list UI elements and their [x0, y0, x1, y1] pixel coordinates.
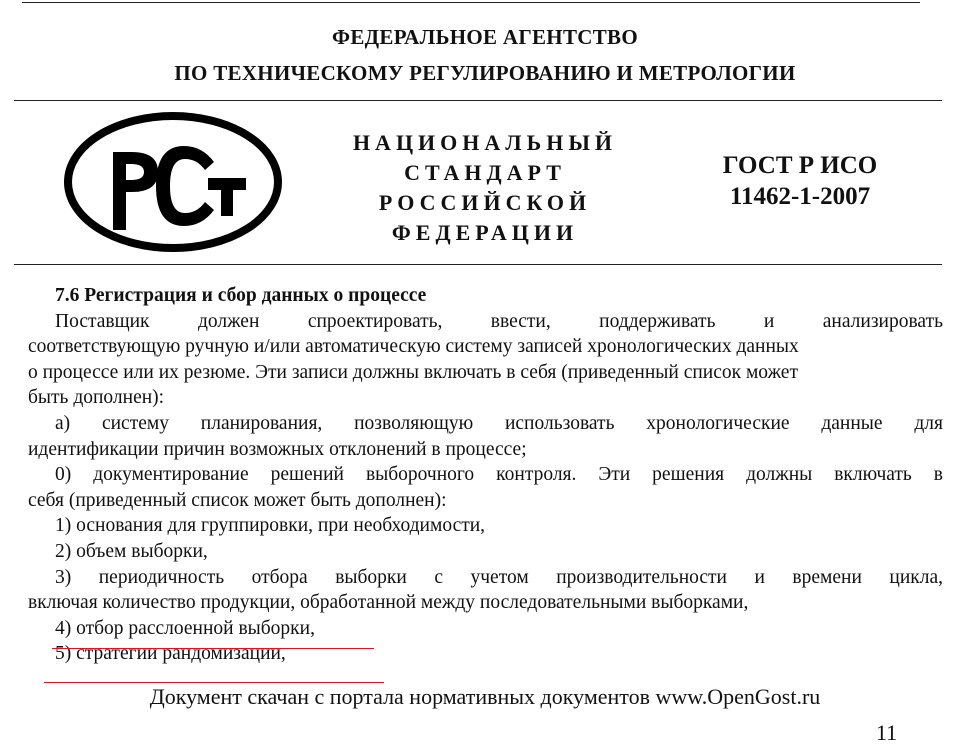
national-standard-line: НАЦИОНАЛЬНЫЙ [352, 130, 618, 155]
download-notice: Документ скачан с портала нормативных документов www.OpenGost.ru [149, 684, 821, 709]
list-item-line: 2) объем выборки, [55, 540, 208, 562]
national-standard-line: СТАНДАРТ [404, 160, 566, 185]
gost-designation [690, 150, 910, 212]
page-number: 11 [876, 720, 898, 745]
agency-line-1: ФЕДЕРАЛЬНОЕ АГЕНТСТВО [332, 25, 638, 49]
header-rule [14, 100, 942, 101]
paragraph-line: Поставщик должен спроектировать, ввести, поддерживать и анализировать [55, 310, 943, 332]
national-standard-line: РОССИЙСКОЙ [378, 190, 592, 215]
list-item-line: 0) документирование решений выборочного контроля. Эти решения должны включать в [55, 464, 943, 486]
list-item-line: 5) стратегии рандомизации, [55, 643, 286, 665]
national-standard-line: ФЕДЕРАЦИИ [391, 220, 579, 245]
list-item-line: идентификации причин возможных отклонений в процессе; [28, 438, 527, 460]
paragraph-line: быть дополнен): [28, 387, 165, 409]
paragraph-line: соответствующую ручную и/или автоматическую систему записей хронологических данных [28, 336, 799, 358]
list-item-line: 1) основания для группировки, при необходимости, [55, 515, 486, 537]
rst-logo [64, 112, 282, 252]
list-item-line: 3) периодичность отбора выборки с учетом производительности и времени цикла, [55, 566, 943, 588]
section-body [28, 283, 943, 667]
paragraph-line: о процессе или их резюме. Эти записи должны включать в себя (приведенный список может [28, 361, 798, 383]
red-underline-item-5 [44, 682, 384, 683]
logo-letter-p [113, 152, 158, 230]
list-item-line: 4) отбор расслоенной выборки, [55, 617, 315, 639]
section-heading: 7.6 Регистрация и сбор данных о процессе [55, 285, 427, 306]
list-item-line: включая количество продукции, обработанной между последовательными выборками, [28, 592, 749, 614]
red-underline-item-4 [52, 648, 374, 649]
gost-line-2: 11462-1-2007 [729, 183, 871, 210]
national-standard-title [345, 128, 625, 248]
body-rule [14, 264, 942, 265]
list-item-line: себя (приведенный список может быть дополнен): [28, 489, 447, 511]
agency-line-2: ПО ТЕХНИЧЕСКОМУ РЕГУЛИРОВАНИЮ И МЕТРОЛОГИИ [174, 61, 796, 85]
gost-line-1: ГОСТ Р ИСО [722, 152, 878, 179]
list-item-line: а) систему планирования, позволяющую использовать хронологические данные для [55, 412, 943, 434]
top-rule [22, 2, 920, 3]
logo-letter-c [156, 146, 214, 226]
